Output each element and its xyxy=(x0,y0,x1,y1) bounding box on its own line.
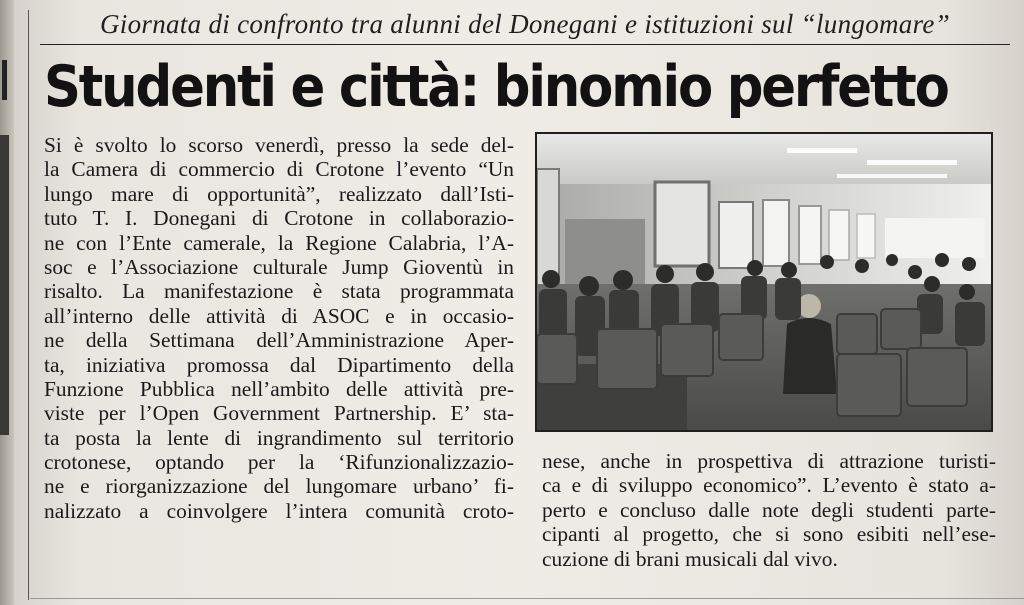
article-body-right-column xyxy=(542,449,996,571)
adjacent-column-edge xyxy=(0,0,14,605)
article-headline: Studenti e città: binomio perfetto xyxy=(44,54,948,120)
body-line: ta, iniziativa promossa dal Dipartimento della xyxy=(44,352,514,377)
body-line: Si è svolto lo scorso venerdì, presso la sede del- xyxy=(44,133,514,157)
body-line: lungo mare di opportunità”, realizzato dall’Isti- xyxy=(44,181,514,206)
event-photo xyxy=(535,132,993,432)
adjacent-column-mark xyxy=(2,60,7,100)
article-kicker: Giornata di confronto tra alunni del Donegani e istituzioni sul “lungomare” xyxy=(40,6,1010,45)
body-line: viste per l’Open Government Partnership. E’ sta- xyxy=(44,401,514,426)
body-line: risalto. La manifestazione è stata programmata xyxy=(44,279,514,304)
column-divider xyxy=(28,10,29,600)
body-line: ne con l’Ente camerale, la Regione Calabria, l’A- xyxy=(44,230,514,255)
body-line: all’interno delle attività di ASOC e in occasio- xyxy=(44,303,514,328)
body-line: perto e concluso dalle note degli studenti parte- xyxy=(542,497,996,522)
body-line: Funzione Pubblica nell’ambito delle attività pre- xyxy=(44,376,514,401)
bottom-rule xyxy=(30,598,1024,599)
adjacent-column-photo-edge xyxy=(0,135,9,435)
body-line: soc e l’Associazione culturale Jump Gioventù in xyxy=(44,254,514,279)
body-line: crotonese, optando per la ‘Rifunzionalizzazio- xyxy=(44,450,514,475)
body-line: cipanti al progetto, che si sono esibiti nell’ese- xyxy=(542,522,996,547)
body-line: ne e riorganizzazione del lungomare urbano’ fi- xyxy=(44,474,514,499)
body-line: tuto T. I. Donegani di Crotone in collaborazio- xyxy=(44,206,514,231)
article-body-left-column xyxy=(44,133,514,523)
body-line: ne della Settimana dell’Amministrazione Aper- xyxy=(44,328,514,353)
body-line: ca e di sviluppo economico”. L’evento è stato a- xyxy=(542,473,996,498)
body-line: nese, anche in prospettiva di attrazione turisti- xyxy=(542,449,996,473)
body-line: ta posta la lente di ingrandimento sul territorio xyxy=(44,425,514,450)
body-line: cuzione di brani musicali dal vivo. xyxy=(542,546,838,571)
auditorium-photo-illustration xyxy=(537,134,991,430)
body-line: nalizzato a coinvolgere l’intera comunità croto- xyxy=(44,498,514,523)
body-line: la Camera di commercio di Crotone l’evento “Un xyxy=(44,157,514,182)
